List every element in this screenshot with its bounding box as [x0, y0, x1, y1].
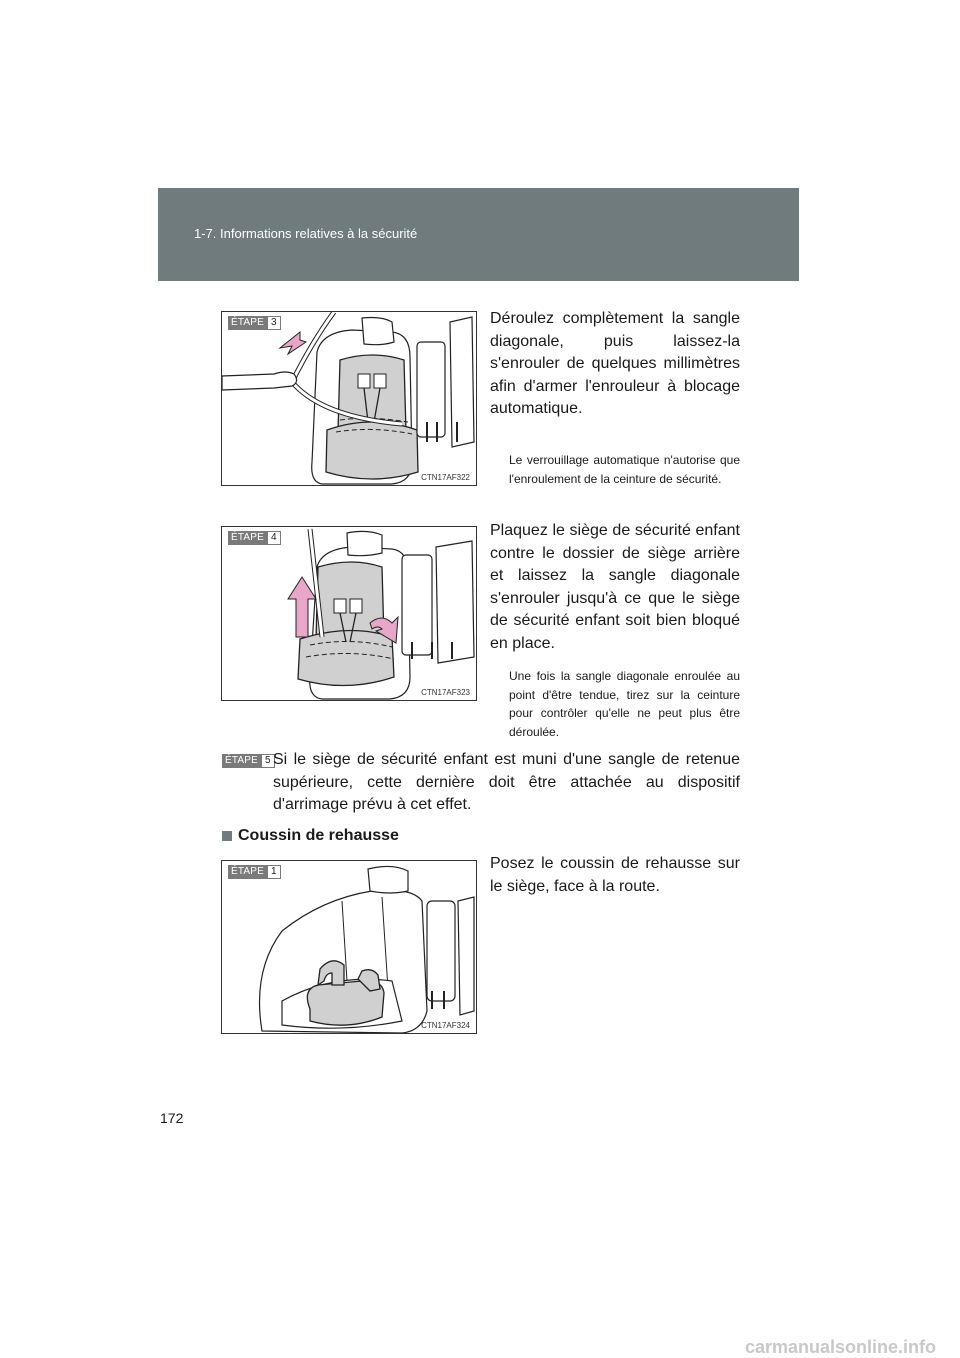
figure-code: CTN17AF324 [421, 1021, 470, 1030]
step-3-note: Le verrouillage automatique n'autorise que l'enroulement de la ceinture de sécurité. [509, 453, 740, 486]
figure-booster-step-1 [221, 860, 477, 1034]
seat-belt-pull-illustration [222, 312, 477, 486]
step-number: 1 [267, 865, 281, 879]
child-seat-push-illustration [222, 527, 477, 701]
step-4-note: Une fois la sangle diagonale enroulée au point d'être tendue, tirez sur la ceinture pour contrôler qu'elle ne peut plus être déroulée. [509, 669, 740, 739]
step-number: 5 [261, 754, 275, 768]
section-heading-text: Coussin de rehausse [238, 827, 399, 844]
watermark: carmanualsonline.info [744, 1337, 936, 1357]
step-word: ÉTAPE [222, 754, 261, 768]
booster-step-1-tag [228, 865, 281, 879]
chapter-header-band [158, 188, 799, 281]
booster-cushion-illustration [222, 861, 477, 1034]
step-number: 3 [267, 316, 281, 330]
figure-code: CTN17AF323 [421, 688, 470, 697]
figure-code: CTN17AF322 [421, 473, 470, 482]
step-3-instruction: Déroulez complètement la sangle diagonale, puis laissez-la s'enrouler de quelques millimètres afin d'armer l'enrouleur à blocage automatique. [490, 310, 740, 418]
page-number: 172 [160, 1110, 184, 1126]
step-5-instruction: Si le siège de sécurité enfant est muni d'une sangle de retenue supérieure, cette dernière doit être attachée au dispositif d'arrimage prévu à cet effet. [273, 751, 740, 814]
figure-step-4 [221, 526, 477, 701]
step-3-tag [228, 316, 281, 330]
step-4-instruction: Plaquez le siège de sécurité enfant contre le dossier de siège arrière et laissez la sangle diagonale s'enrouler jusqu'à ce que le siège de sécurité enfant soit bien bloqué en place. [490, 522, 740, 652]
figure-step-3 [221, 311, 477, 486]
booster-step-1-instruction: Posez le coussin de rehausse sur le siège, face à la route. [490, 855, 740, 895]
step-number: 4 [267, 531, 281, 545]
step-word: ÉTAPE [228, 316, 267, 330]
step-word: ÉTAPE [228, 531, 267, 545]
square-bullet-icon [222, 831, 232, 841]
chapter-title: 1-7. Informations relatives à la sécurité [194, 226, 418, 241]
step-word: ÉTAPE [228, 865, 267, 879]
section-heading [222, 827, 399, 845]
step-4-tag [228, 531, 281, 545]
step-5-tag [222, 754, 275, 768]
